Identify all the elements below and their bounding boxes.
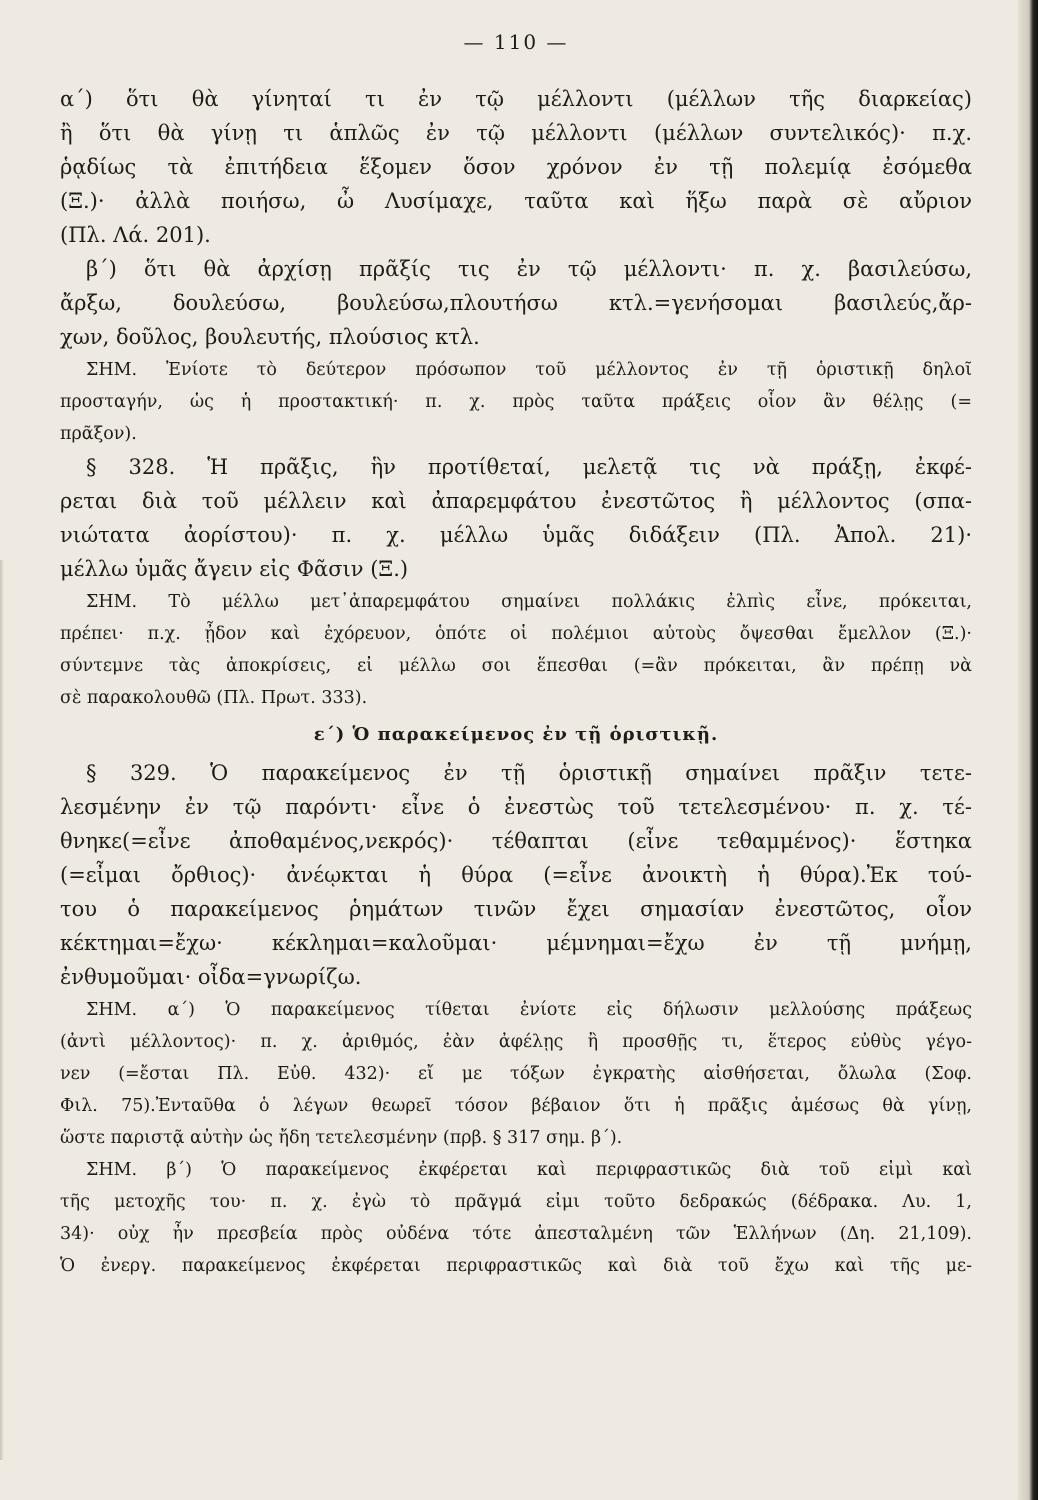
note-line: ΣΗΜ. Ἐνίοτε τὸ δεύτερον πρόσωπον τοῦ μέλλοντος ἐν τῇ ὁριστικῇ δηλοῖ [86, 360, 972, 380]
text-line: ῥᾳδίως τὰ ἐπιτήδεια ἕξομεν ὅσον χρόνον ἐν τῇ πολεμίᾳ ἐσόμεθα [60, 155, 972, 179]
text-line: νιώτατα ἀορίστου)· π. χ. μέλλω ὑμᾶς διδάξειν (Πλ. Ἀπολ. 21)· [60, 523, 972, 547]
note-line: Φιλ. 75).Ἐνταῦθα ὁ λέγων θεωρεῖ τόσον βέβαιον ὅτι ἡ πρᾶξις ἀμέσως θὰ γίνῃ, [60, 1096, 972, 1116]
note-line: σύντεμνε τὰς ἀποκρίσεις, εἰ μέλλω σοι ἕπεσθαι (=ἂν πρόκειται, ἂν πρέπῃ νὰ [60, 656, 972, 676]
note-line: ὥστε παριστᾷ αὐτὴν ὡς ἤδη τετελεσμένην (πρβ. § 317 σημ. β΄). [60, 1128, 623, 1148]
note-line: σὲ παρακολουθῶ (Πλ. Πρωτ. 333). [60, 688, 368, 708]
text-line: (Πλ. Λά. 201). [60, 223, 211, 247]
note-line: νεν (=ἔσται Πλ. Εὐθ. 432)· εἴ με τόξων ἐγκρατὴς αἰσθήσεται, ὄλωλα (Σοφ. [60, 1064, 972, 1084]
text-line: του ὁ παρακείμενος ῥημάτων τινῶν ἔχει σημασίαν ἐνεστῶτος, οἷον [60, 897, 972, 921]
note-line: ΣΗΜ. Τὸ μέλλω μετ᾽ἀπαρεμφάτου σημαίνει πολλάκις ἐλπὶς εἶνε, πρόκειται, [86, 592, 972, 612]
text-line: α΄) ὅτι θὰ γίνηταί τι ἐν τῷ μέλλοντι (μέλλων τῆς διαρκείας) [60, 87, 972, 111]
text-line: ἢ ὅτι θὰ γίνῃ τι ἁπλῶς ἐν τῷ μέλλοντι (μέλλων συντελικός)· π.χ. [60, 121, 972, 145]
book-page [60, 0, 972, 1500]
text-line: β΄) ὅτι θὰ ἀρχίσῃ πρᾶξίς τις ἐν τῷ μέλλοντι· π. χ. βασιλεύσω, [86, 257, 972, 281]
page-number: — 110 — [463, 30, 569, 54]
text-line: § 328. Ἡ πρᾶξις, ἣν προτίθεταί, μελετᾷ τις νὰ πράξῃ, ἐκφέ- [86, 455, 972, 479]
note-line: πρέπει· π.χ. ᾖδον καὶ ἐχόρευον, ὁπότε οἱ πολέμιοι αὐτοὺς ὄψεσθαι ἔμελλον (Ξ.)· [60, 624, 972, 644]
text-line: (=εἶμαι ὄρθιος)· ἀνέῳκται ἡ θύρα (=εἶνε ἀνοικτὴ ἡ θύρα).Ἐκ τού- [60, 863, 972, 887]
text-line: λεσμένην ἐν τῷ παρόντι· εἶνε ὁ ἐνεστὼς τοῦ τετελεσμένου· π. χ. τέ- [60, 795, 972, 819]
text-line: μέλλω ὑμᾶς ἄγειν εἰς Φᾶσιν (Ξ.) [60, 557, 409, 581]
text-line: ἐνθυμοῦμαι· οἶδα=γνωρίζω. [60, 965, 362, 989]
note-line: ΣΗΜ. β΄) Ὁ παρακείμενος ἐκφέρεται καὶ περιφραστικῶς διὰ τοῦ εἰμὶ καὶ [86, 1160, 972, 1180]
section-heading: ε΄) Ὁ παρακείμενος ἐν τῇ ὁριστικῇ. [313, 724, 719, 745]
text-line: (Ξ.)· ἀλλὰ ποιήσω, ὦ Λυσίμαχε, ταῦτα καὶ ἥξω παρὰ σὲ αὔριον [60, 189, 972, 213]
text-line: ἄρξω, δουλεύσω, βουλεύσω,πλουτήσω κτλ.=γενήσομαι βασιλεύς,ἄρ- [60, 291, 972, 315]
note-line: πρᾶξον). [60, 424, 137, 444]
note-line: (ἀντὶ μέλλοντος)· π. χ. ἀριθμός, ἐὰν ἀφέλῃς ἢ προσθῇς τι, ἕτερος εὐθὺς γέγο- [60, 1032, 972, 1052]
text-line: § 329. Ὁ παρακείμενος ἐν τῇ ὁριστικῇ σημαίνει πρᾶξιν τετε- [86, 761, 972, 785]
note-line: τῆς μετοχῆς του· π. χ. ἐγὼ τὸ πρᾶγμά εἰμι τοῦτο δεδρακώς (δέδρακα. Λυ. 1, [60, 1192, 972, 1212]
page-text [60, 82, 972, 1282]
text-line: χων, δοῦλος, βουλευτής, πλούσιος κτλ. [60, 325, 480, 349]
page-shadow [0, 560, 4, 1460]
page-edge [1018, 0, 1038, 1500]
note-line: ΣΗΜ. α΄) Ὁ παρακείμενος τίθεται ἐνίοτε εἰς δήλωσιν μελλούσης πράξεως [86, 1000, 972, 1020]
note-line: 34)· οὐχ ἦν πρεσβεία πρὸς οὐδένα τότε ἀπεσταλμένη τῶν Ἑλλήνων (Δη. 21,109). [60, 1224, 972, 1244]
note-line: προσταγήν, ὡς ἡ προστακτική· π. χ. πρὸς ταῦτα πράξεις οἷον ἂν θέλῃς (= [60, 392, 972, 412]
text-line: θνηκε(=εἶνε ἀποθαμένος,νεκρός)· τέθαπται (εἶνε τεθαμμένος)· ἕστηκα [60, 829, 972, 853]
text-line: κέκτημαι=ἔχω· κέκλημαι=καλοῦμαι· μέμνημαι=ἔχω ἐν τῇ μνήμῃ, [60, 931, 972, 955]
note-line: Ὁ ἐνεργ. παρακείμενος ἐκφέρεται περιφραστικῶς καὶ διὰ τοῦ ἔχω καὶ τῆς με- [60, 1256, 972, 1276]
text-line: ρεται διὰ τοῦ μέλλειν καὶ ἀπαρεμφάτου ἐνεστῶτος ἢ μέλλοντος (σπα- [60, 489, 972, 513]
